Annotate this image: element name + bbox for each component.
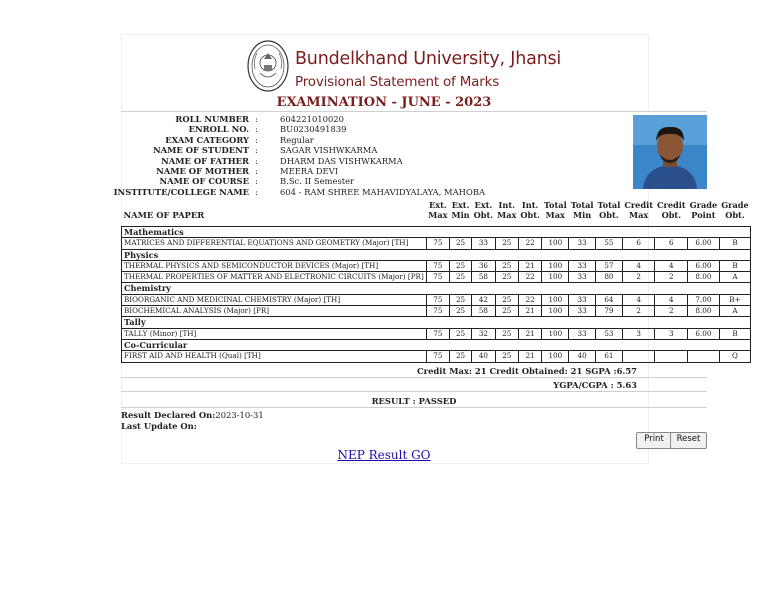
mark-cell: 33 [569, 294, 596, 305]
mark-cell: 25 [495, 328, 518, 339]
print-button[interactable]: Print [636, 432, 672, 449]
mark-cell: 40 [472, 351, 496, 362]
column-header [450, 200, 472, 220]
column-header-line1: Total [597, 200, 621, 210]
column-header-line1: Grade [721, 200, 749, 210]
mark-cell: 4 [655, 260, 688, 271]
mark-cell: Q [719, 351, 751, 362]
column-header [719, 200, 751, 220]
mark-cell: 40 [569, 351, 596, 362]
divider [121, 377, 707, 378]
mark-cell: B [719, 260, 751, 271]
mark-cell: 36 [472, 260, 496, 271]
info-row [113, 186, 486, 198]
column-header-line2: Max [428, 210, 448, 220]
subject-group-name: Co-Curricular [122, 339, 751, 350]
mark-cell: 100 [542, 294, 569, 305]
table-row [122, 294, 751, 305]
column-header-line1: Total [543, 200, 567, 210]
paper-name: BIOCHEMICAL ANALYSIS (Major) [PR] [122, 306, 427, 317]
column-header-paper: NAME OF PAPER [123, 210, 205, 220]
table-header-row [122, 200, 751, 220]
mark-cell [622, 351, 655, 362]
mark-cell: 22 [518, 238, 542, 249]
table-row [122, 351, 751, 362]
mark-cell: 25 [450, 260, 472, 271]
exam-title: EXAMINATION - JUNE - 2023 [276, 95, 492, 110]
mark-cell: A [719, 306, 751, 317]
column-header-line2: Obt. [520, 210, 540, 220]
table-row [122, 306, 751, 317]
info-separator: : [255, 145, 258, 156]
info-value: DHARM DAS VISHWKARMA [280, 155, 403, 166]
mark-cell: 7.00 [688, 294, 720, 305]
mark-cell: 25 [495, 351, 518, 362]
mark-cell: 58 [472, 306, 496, 317]
info-value: B.Sc. II Semester [280, 176, 355, 187]
mark-cell: 25 [450, 351, 472, 362]
mark-cell: 33 [569, 238, 596, 249]
divider [121, 407, 707, 408]
column-header [622, 200, 655, 220]
mark-cell: 25 [450, 294, 472, 305]
divider [121, 391, 707, 392]
subject-group-row [122, 227, 751, 238]
mark-cell: 80 [596, 272, 623, 283]
mark-cell: 75 [426, 238, 449, 249]
mark-cell: 6.00 [688, 260, 720, 271]
subject-group-row [122, 283, 751, 294]
column-header-line2: Max [629, 210, 649, 220]
info-value: MEERA DEVI [280, 166, 339, 176]
info-separator: : [255, 114, 258, 124]
declared-date: 2023-10-31 [215, 410, 264, 420]
mark-cell: 25 [450, 272, 472, 283]
info-separator: : [255, 186, 258, 197]
info-label: NAME OF FATHER [161, 155, 249, 166]
info-value: Regular [280, 134, 314, 145]
mark-cell: 2 [622, 306, 655, 317]
column-header [542, 200, 569, 220]
column-header [596, 200, 623, 220]
mark-cell: 100 [542, 238, 569, 249]
table-row [122, 328, 751, 339]
paper-name: THERMAL PROPERTIES OF MATTER AND ELECTRONIC CIRCUITS (Major) [PR] [122, 272, 427, 283]
column-header [569, 200, 596, 220]
column-header-line2: Max [545, 210, 565, 220]
mark-cell: 22 [518, 294, 542, 305]
mark-cell: 75 [426, 351, 449, 362]
university-header [247, 39, 562, 95]
mark-cell: 6.00 [688, 238, 720, 249]
declared-label: Result Declared On: [121, 410, 216, 420]
mark-cell: 75 [426, 294, 449, 305]
column-header-line2: Obt. [599, 210, 619, 220]
mark-cell: 6 [622, 238, 655, 249]
mark-cell: 8.00 [688, 306, 720, 317]
mark-cell: 2 [622, 272, 655, 283]
column-header-line1: Ext. [428, 200, 447, 210]
column-header-line1: Int. [521, 200, 539, 210]
mark-cell: 21 [518, 351, 542, 362]
info-row [121, 176, 481, 187]
column-header-line2: Obt. [725, 210, 745, 220]
column-header-line2: Min [573, 210, 592, 220]
info-row [121, 114, 481, 125]
mark-cell: 6.00 [688, 328, 720, 339]
info-value: SAGAR VISHWKARMA [280, 145, 378, 156]
subject-group-row [122, 339, 751, 350]
mark-cell: 57 [596, 260, 623, 271]
divider [121, 111, 707, 112]
column-header-line2: Point [691, 210, 716, 220]
mark-cell: 33 [569, 306, 596, 317]
info-separator: : [255, 134, 258, 145]
info-value: 604 - RAM SHREE MAHAVIDYALAYA, MAHOBA [280, 186, 486, 197]
mark-cell: 2 [655, 306, 688, 317]
mark-cell: 22 [518, 272, 542, 283]
table-row [122, 272, 751, 283]
mark-cell: 25 [495, 294, 518, 305]
mark-cell: 33 [569, 272, 596, 283]
mark-cell: 61 [596, 351, 623, 362]
mark-cell: 2 [655, 272, 688, 283]
marks-table [121, 200, 751, 363]
mark-cell: 75 [426, 272, 449, 283]
column-header-line2: Min [451, 210, 470, 220]
last-update: Last Update On: [121, 421, 197, 431]
mark-cell: 100 [542, 260, 569, 271]
mark-cell: 100 [542, 272, 569, 283]
mark-cell: 79 [596, 306, 623, 317]
mark-cell: 4 [622, 294, 655, 305]
ygpa-cgpa: YGPA/CGPA : 5.63 [553, 380, 637, 390]
subject-group-name: Chemistry [122, 283, 751, 294]
column-header [688, 200, 720, 220]
mark-cell: 64 [596, 294, 623, 305]
mark-cell: 33 [569, 328, 596, 339]
mark-cell: 21 [518, 306, 542, 317]
credit-summary: Credit Max: 21 Credit Obtained: 21 SGPA :6.57 [417, 366, 637, 376]
mark-cell: 3 [655, 328, 688, 339]
info-label: ROLL NUMBER [175, 114, 249, 124]
info-row [121, 135, 481, 146]
column-header-line1: Grade [689, 200, 718, 210]
university-name: Bundelkhand University, Jhansi [295, 49, 562, 69]
mark-cell: 32 [472, 328, 496, 339]
column-header-line1: Credit [656, 200, 686, 210]
mark-cell: 25 [495, 260, 518, 271]
table-row [122, 238, 751, 249]
subject-group-row [122, 249, 751, 260]
info-value: BU0230491839 [280, 124, 347, 135]
mark-cell: 25 [450, 238, 472, 249]
column-header [495, 200, 518, 220]
mark-cell: 75 [426, 328, 449, 339]
mark-cell: 25 [450, 306, 472, 317]
info-separator: : [255, 176, 258, 187]
mark-cell: 75 [426, 306, 449, 317]
info-label: NAME OF MOTHER [156, 166, 249, 176]
column-header-line1: Credit [624, 200, 653, 210]
mark-cell: 8.00 [688, 272, 720, 283]
column-header [518, 200, 542, 220]
mark-cell: 58 [472, 272, 496, 283]
mark-cell: 33 [569, 260, 596, 271]
column-header-line2: Obt. [661, 210, 682, 220]
mark-cell: 53 [596, 328, 623, 339]
info-label: INSTITUTE/COLLEGE NAME [113, 186, 249, 197]
mark-cell [688, 351, 720, 362]
column-header-line1: Int. [498, 200, 515, 210]
mark-cell: 4 [655, 294, 688, 305]
paper-name: THERMAL PHYSICS AND SEMICONDUCTOR DEVICES (Major) [TH] [122, 260, 427, 271]
info-row [121, 145, 481, 156]
subject-group-name: Physics [122, 249, 751, 260]
university-emblem-icon [247, 39, 289, 93]
info-separator: : [255, 155, 258, 166]
info-row [121, 156, 481, 167]
mark-cell: 55 [596, 238, 623, 249]
info-label: EXAM CATEGORY [165, 134, 249, 145]
column-header-line1: Ext. [451, 200, 470, 210]
info-separator: : [255, 124, 258, 135]
result-status: RESULT : PASSED [371, 396, 457, 406]
info-label: ENROLL NO. [188, 124, 249, 135]
mark-cell: A [719, 272, 751, 283]
column-header-line1: Total [570, 200, 594, 210]
mark-cell: B [719, 238, 751, 249]
column-header [426, 200, 449, 220]
mark-cell: 21 [518, 260, 542, 271]
column-header [472, 200, 496, 220]
mark-cell: 4 [622, 260, 655, 271]
paper-name: TALLY (Minor) [TH] [122, 328, 427, 339]
statement-title: Provisional Statement of Marks [295, 74, 500, 90]
column-header-line1: Ext. [474, 200, 493, 210]
mark-cell: 6 [655, 238, 688, 249]
mark-cell: B+ [719, 294, 751, 305]
mark-cell: 75 [426, 260, 449, 271]
subject-group-name: Tally [122, 317, 751, 328]
mark-cell: 25 [495, 238, 518, 249]
mark-cell: B [719, 328, 751, 339]
paper-name: MATRICES AND DIFFERENTIAL EQUATIONS AND GEOMETRY (Major) [TH] [122, 238, 427, 249]
info-row [121, 124, 481, 135]
subject-group-row [122, 317, 751, 328]
paper-name: FIRST AID AND HEALTH (Qual) [TH] [122, 351, 427, 362]
mark-cell: 25 [495, 272, 518, 283]
nep-result-link[interactable]: NEP Result GO [337, 448, 431, 462]
mark-cell: 100 [542, 351, 569, 362]
info-label: NAME OF COURSE [159, 176, 249, 187]
mark-cell [655, 351, 688, 362]
column-header [655, 200, 688, 220]
mark-cell: 33 [472, 238, 496, 249]
info-value: 604221010020 [280, 114, 344, 124]
mark-cell: 25 [450, 328, 472, 339]
mark-cell: 25 [495, 306, 518, 317]
reset-button[interactable]: Reset [670, 432, 707, 449]
column-header-line2: Max [497, 210, 517, 220]
info-label: NAME OF STUDENT [153, 145, 249, 156]
info-separator: : [255, 166, 258, 176]
mark-cell: 3 [622, 328, 655, 339]
student-photo-image [633, 115, 707, 189]
mark-cell: 42 [472, 294, 496, 305]
mark-cell: 21 [518, 328, 542, 339]
subject-group-name: Mathematics [122, 227, 751, 238]
info-row [121, 166, 481, 177]
table-row [122, 260, 751, 271]
paper-name: BIOORGANIC AND MEDICINAL CHEMISTRY (Major) [TH] [122, 294, 427, 305]
result-declared [121, 410, 264, 420]
mark-cell: 100 [542, 306, 569, 317]
column-header-line2: Obt. [473, 210, 494, 220]
student-photo [633, 115, 707, 189]
mark-cell: 100 [542, 328, 569, 339]
